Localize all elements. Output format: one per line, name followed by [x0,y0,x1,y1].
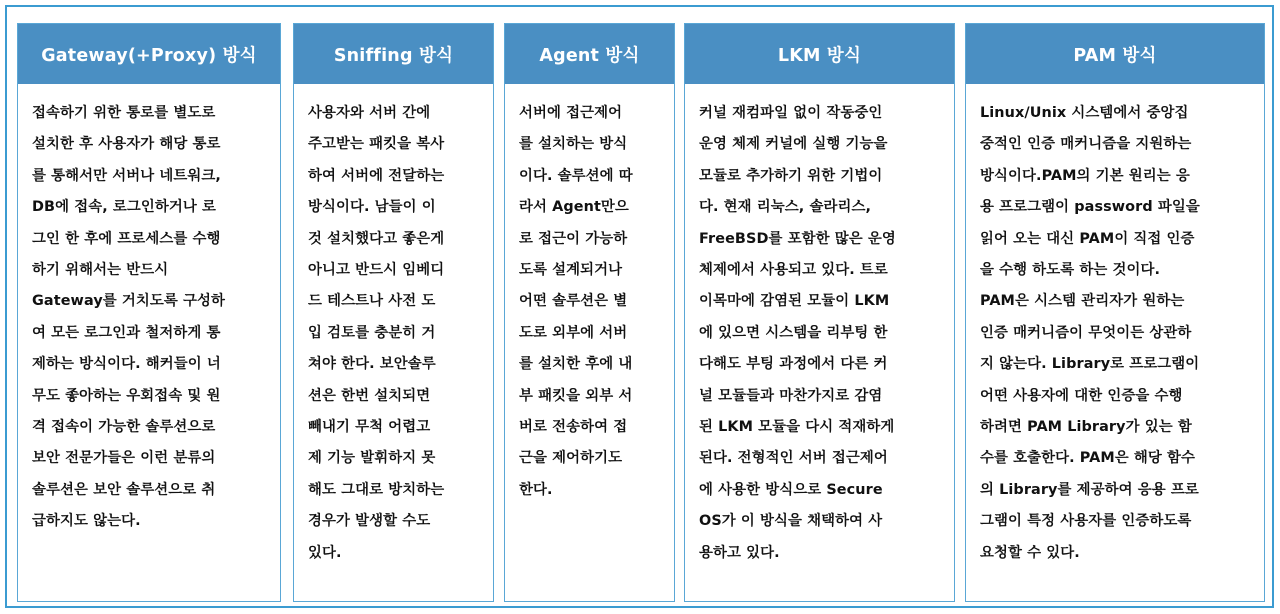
column-body-pam: Linux/Unix 시스템에서 중앙집 중적인 인증 매커니즘을 지원하는 방식이다.PAM의 기본 원리는 응 용 프로그램이 password 파일을 읽어 오는 대신 PAM이 직접 인증 을 수행 하도록 하는 것이다. PAM은 시스템 관리자가 원하는 인증 매커니즘이 무엇이든 상관하 지 않는다. Library로 프로그램이 어떤 사용자에 대한 인증을 수행 하려면 PAM Library가 있는 함 수를 호출한다. PAM은 해당 함수 의 Library를 제공하여 응용 프로 그램이 특정 사용자를 인증하도록 요청할 수 있다. [980,105,1200,561]
column-agent [504,23,675,602]
column-gateway [17,23,281,602]
column-lkm [684,23,955,602]
column-header-pam: PAM 방식 [966,24,1264,84]
column-header-agent: Agent 방식 [505,24,674,84]
column-body-gateway: 접속하기 위한 통로를 별도로 설치한 후 사용자가 해당 통로 를 통해서만 서버나 네트워크, DB에 접속, 로그인하거나 로 그인 한 후에 프로세스를 수행 하기 위해서는 반드시 Gateway를 거치도록 구성하 여 모든 로그인과 철저하게 통 제하는 방식이다. 해커들이 너 무도 좋아하는 우회접속 및 원 격 접속이 가능한 솔루션으로 보안 전문가들은 이런 분류의 솔루션은 보안 솔루션으로 취 급하지도 않는다. [32,105,226,530]
column-sniffing [293,23,494,602]
comparison-table [5,5,1274,608]
column-body-lkm: 커널 재컴파일 없이 작동중인 운영 체제 커널에 실행 기능을 모듈로 추가하기 위한 기법이 다. 현재 리눅스, 솔라리스, FreeBSD를 포함한 많은 운영 체제에서 사용되고 있다. 트로 이목마에 감염된 모듈이 LKM 에 있으면 시스템을 리부팅 한 다해도 부팅 과정에서 다른 커 널 모듈들과 마찬가지로 감염 된 LKM 모듈을 다시 적재하게 된다. 전형적인 서버 접근제어 에 사용한 방식으로 Secure OS가 이 방식을 채택하여 사 용하고 있다. [699,105,896,561]
column-body-sniffing: 사용자와 서버 간에 주고받는 패킷을 복사 하여 서버에 전달하는 방식이다. 남들이 이 것 설치했다고 좋은게 아니고 반드시 임베디 드 테스트나 사전 도 입 검토를 충분히 거 쳐야 한다. 보안솔루 션은 한번 설치되면 빼내기 무척 어렵고 제 기능 발휘하지 못 해도 그대로 방치하는 경우가 발생할 수도 있다. [308,105,445,561]
column-body-agent: 서버에 접근제어 를 설치하는 방식 이다. 솔루션에 따 라서 Agent만으 로 접근이 가능하 도록 설계되거나 어떤 솔루션은 별 도로 외부에 서버 를 설치한 후에 내 부 패킷을 외부 서 버로 전송하여 접 근을 제어하기도 한다. [519,105,633,498]
column-header-lkm: LKM 방식 [685,24,954,84]
column-pam [965,23,1265,602]
column-header-gateway: Gateway(+Proxy) 방식 [18,24,280,84]
column-header-sniffing: Sniffing 방식 [294,24,493,84]
